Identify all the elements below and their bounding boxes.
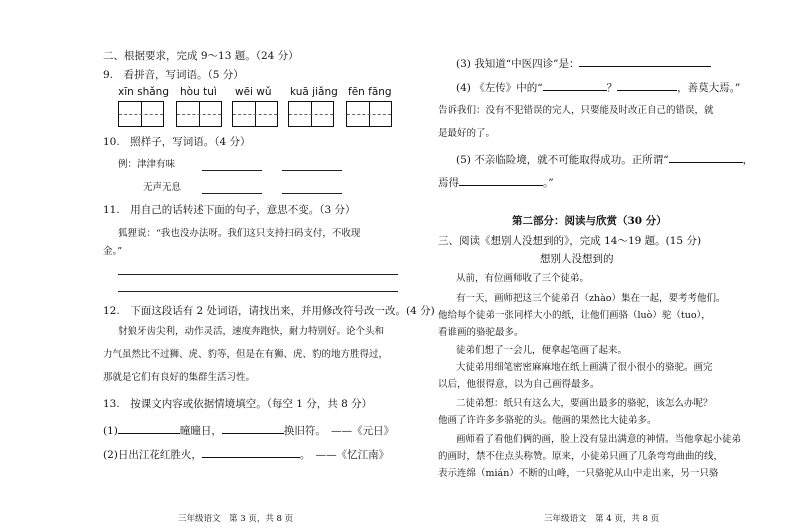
q13-item-5-cont: 焉得 。” [438,177,554,189]
q13-item-2: (2)日出江花红胜火， 。 ——《忆江南》 [103,449,390,461]
story-line-1: 从前，有位画师收了三个徒弟。 [456,273,590,284]
q10-blank-2[interactable] [282,170,342,171]
q11-answer-line-2[interactable] [118,291,398,292]
q13-blank-3[interactable] [202,447,300,458]
q13-blank-4[interactable] [579,56,711,67]
writing-box-5[interactable] [346,101,392,127]
q13-item-4-explain-1: 告诉我们：没有不犯错误的完人，只要能及时改正自己的错误，就 [438,105,714,116]
q13-item-4-explain-2: 是最好的了。 [438,128,496,139]
writing-box-4[interactable] [288,101,334,127]
q13-blank-1[interactable] [118,423,180,434]
part-2-heading: 第二部分：阅读与欣赏（30 分） [512,215,667,227]
section-2-heading: 二、根据要求，完成 9～13 题。（24 分） [103,50,299,62]
q10-blank-3[interactable] [202,193,262,194]
story-line-4: 看谁画的骆驼最多。 [438,327,524,338]
q13-blank-5[interactable] [543,80,607,91]
page-footer-4: 三年级语文 第 4 页，共 8 页 [544,514,660,524]
pinyin-4: kuā jiǎng [290,86,338,98]
q13-blank-8[interactable] [459,175,543,186]
story-line-7: 以后，他很得意，以为自己画得最多。 [438,379,600,390]
q13-blank-2[interactable] [222,423,284,434]
q12-title: 12. 下面这段话有 2 处词语，请找出来，并用修改符号改一改。(4 分) [103,305,435,317]
story-line-11: 的画时，禁不住点头称赞。原来，小徒弟只画了几条弯弯曲曲的线， [438,451,724,462]
q10-example-1: 例：津津有味 [118,159,176,170]
q11-line-2: 金。” [103,246,123,257]
q13-blank-7[interactable] [669,152,743,163]
q10-example-2: 无声无息 [143,182,182,193]
story-line-2: 有一天，画师把这三个徒弟召（zhào）集在一起，要考考他们。 [456,293,726,304]
writing-box-3[interactable] [232,101,278,127]
pinyin-5: fēn fāng [348,86,392,98]
story-line-12: 表示连绵（mián）不断的山峰，一只骆驼从山中走出来，另一只骆 [438,468,719,479]
q12-line-2: 力气虽然比不过狮、虎、豹等，但是在有狮、虎、豹的地方胜得过， [103,349,389,360]
q10-title: 10. 照样子，写词语。（4 分） [103,136,251,148]
writing-box-1[interactable] [118,101,164,127]
story-title: 想别人没想到的 [540,253,614,265]
q13-title: 13. 按课文内容或依据情境填空。（每空 1 分，共 8 分） [103,398,373,410]
pinyin-3: wēi wǔ [235,86,272,98]
q10-blank-4[interactable] [282,193,342,194]
pinyin-2: hòu tuì [180,86,217,98]
page-footer-3: 三年级语文 第 3 页，共 8 页 [178,514,294,524]
q11-line-1: 狐狸说：“我也没办法呀。我们这只支持扫码支付，不收现 [118,228,361,239]
q10-blank-1[interactable] [202,170,262,171]
q11-answer-line-1[interactable] [118,274,398,275]
q9-title: 9. 看拼音，写词语。（5 分） [103,69,244,81]
story-line-3: 他给每个徒弟一张同样大小的纸，让他们画骆（luò）驼（tuo）， [438,310,711,321]
q13-item-3: (3) 我知道“中医四诊”是： [456,56,711,71]
story-line-5: 徒弟们想了一会儿，便拿起笔画了起来。 [456,345,628,356]
page-4 [400,0,794,529]
q12-line-3: 那就是它们有良好的集群生活习性。 [103,372,256,383]
pinyin-1: xīn shǎng [118,86,170,98]
story-line-8: 二徒弟想：纸只有这么大，要画出最多的骆驼，该怎么办呢？ [456,398,713,409]
q13-item-4: (4) 《左传》中的“ ？ ，善莫大焉。” [456,82,741,94]
q13-item-5: (5) 不亲临险境，就不可能取得成功。正所谓“ ， [456,154,754,166]
story-line-9: 他画了许许多多骆驼的头。他画的果然比大徒弟多。 [438,415,657,426]
q13-blank-6[interactable] [617,80,677,91]
section-3-heading: 三、阅读《想别人没想到的》，完成 14～19 题。(15 分) [438,235,702,247]
writing-box-2[interactable] [176,101,222,127]
story-line-6: 大徒弟用细笔密密麻麻地在纸上画满了很小很小的骆驼。画完 [456,362,713,373]
q12-line-1: 豺狼牙齿尖利，动作灵活，速度奔跑快，耐力特别好。论个头和 [118,326,385,337]
q11-title: 11. 用自己的话转述下面的句子，意思不变。（3 分） [103,204,356,216]
story-line-10: 画师看了看他们俩的画，脸上没有显出满意的神情。当他拿起小徒弟 [456,434,742,445]
q13-item-1: (1) 曈曈日， 换旧符。 ——《元日》 [103,425,395,437]
